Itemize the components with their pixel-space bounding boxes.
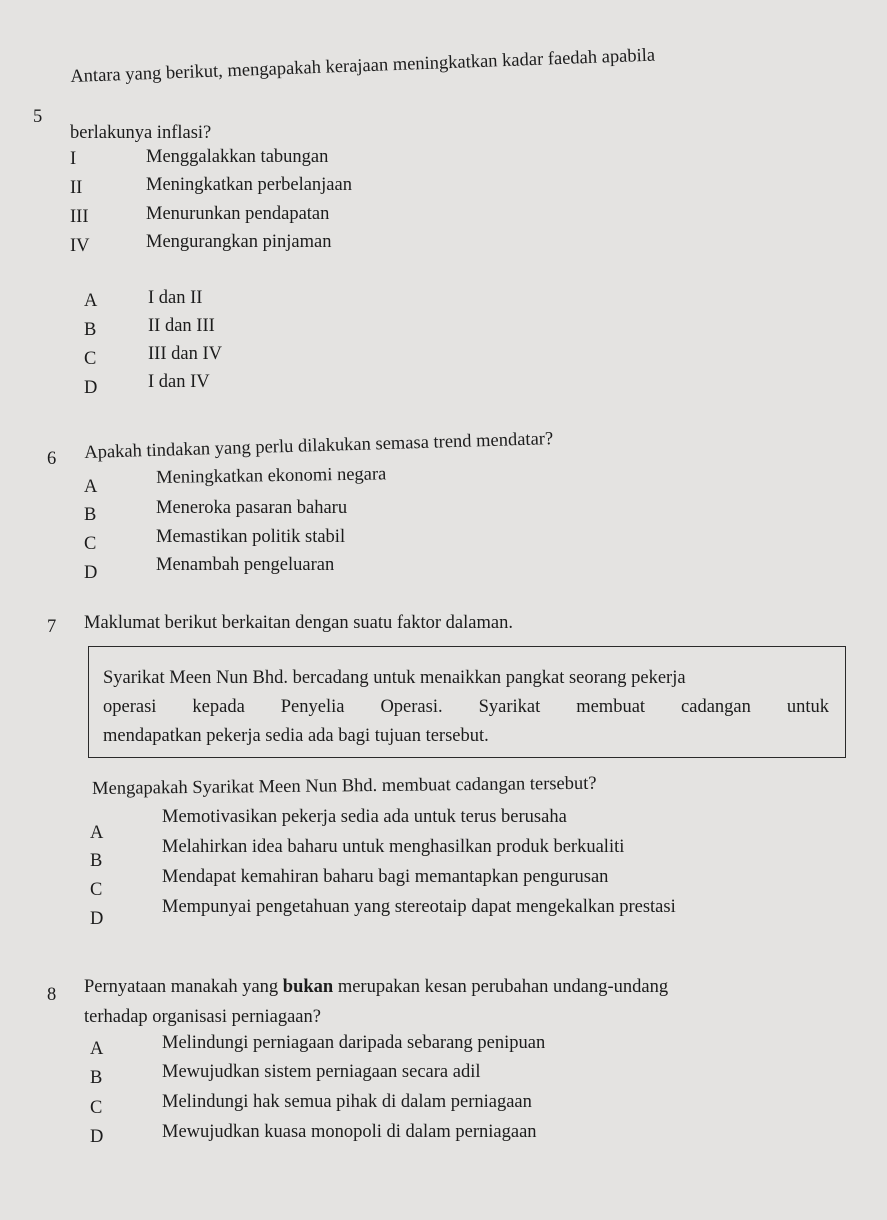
option-label[interactable]: B bbox=[84, 320, 97, 340]
option-text[interactable]: Meneroka pasaran baharu bbox=[156, 498, 348, 518]
question-stem-cont: terhadap organisasi perniagaan? bbox=[84, 1007, 321, 1027]
question-stem-pre: Pernyataan manakah yang bbox=[84, 977, 283, 997]
option-label[interactable]: A bbox=[90, 1039, 104, 1059]
option-label[interactable]: C bbox=[84, 534, 97, 554]
option-label[interactable]: B bbox=[90, 851, 103, 871]
info-box-line: Syarikat Meen Nun Bhd. bercadang untuk menaikkan pangkat seorang pekerja bbox=[103, 668, 686, 688]
option-label[interactable]: D bbox=[90, 1127, 104, 1147]
question-prompt: Mengapakah Syarikat Meen Nun Bhd. membuat cadangan tersebut? bbox=[92, 773, 597, 799]
option-label[interactable]: A bbox=[90, 823, 104, 843]
option-label[interactable]: A bbox=[84, 477, 98, 497]
option-label[interactable]: D bbox=[84, 378, 98, 398]
option-label[interactable]: B bbox=[84, 505, 97, 525]
option-text[interactable]: Melahirkan idea baharu untuk menghasilkan produk berkualiti bbox=[162, 837, 625, 857]
option-text[interactable]: Melindungi perniagaan daripada sebarang penipuan bbox=[162, 1033, 546, 1053]
option-text[interactable]: I dan II bbox=[148, 288, 203, 308]
question-stem-post: merupakan kesan perubahan undang-undang bbox=[333, 977, 669, 997]
question-stem: Antara yang berikut, mengapakah kerajaan meningkatkan kadar faedah apabila bbox=[70, 45, 656, 87]
option-text[interactable]: Mendapat kemahiran baharu bagi memantapkan pengurusan bbox=[162, 867, 609, 887]
info-box bbox=[88, 646, 846, 758]
option-text[interactable]: Memotivasikan pekerja sedia ada untuk terus berusaha bbox=[162, 807, 567, 827]
question-stem-emphasis: bukan bbox=[282, 977, 334, 997]
question-stem: Maklumat berikut berkaitan dengan suatu faktor dalaman. bbox=[84, 613, 513, 633]
option-label[interactable]: D bbox=[90, 909, 104, 929]
statement-label: IV bbox=[70, 236, 90, 256]
option-text[interactable]: Mewujudkan sistem perniagaan secara adil bbox=[162, 1062, 481, 1082]
option-text[interactable]: Meningkatkan ekonomi negara bbox=[156, 464, 387, 488]
statement-label: III bbox=[70, 207, 89, 227]
question-number: 5 bbox=[33, 107, 43, 127]
option-text[interactable]: Melindungi hak semua pihak di dalam perniagaan bbox=[162, 1092, 532, 1112]
statement-text: Menggalakkan tabungan bbox=[146, 147, 329, 167]
statement-text: Menurunkan pendapatan bbox=[146, 204, 330, 224]
question-number: 6 bbox=[47, 449, 57, 469]
question-stem-cont: berlakunya inflasi? bbox=[70, 123, 212, 143]
option-text[interactable]: Memastikan politik stabil bbox=[156, 527, 346, 547]
option-label[interactable]: B bbox=[90, 1068, 103, 1088]
option-text[interactable]: Mempunyai pengetahuan yang stereotaip dapat mengekalkan prestasi bbox=[162, 897, 676, 917]
info-box-line: mendapatkan pekerja sedia ada bagi tujuan tersebut. bbox=[103, 726, 489, 746]
statement-text: Mengurangkan pinjaman bbox=[146, 232, 332, 252]
option-text[interactable]: Menambah pengeluaran bbox=[156, 555, 335, 575]
statement-text: Meningkatkan perbelanjaan bbox=[146, 175, 352, 195]
option-text[interactable]: Mewujudkan kuasa monopoli di dalam perniagaan bbox=[162, 1122, 537, 1142]
option-label[interactable]: D bbox=[84, 563, 98, 583]
option-label[interactable]: C bbox=[90, 1098, 103, 1118]
question-stem: Apakah tindakan yang perlu dilakukan semasa trend mendatar? bbox=[84, 429, 554, 463]
question-stem bbox=[84, 976, 668, 998]
option-text[interactable]: III dan IV bbox=[148, 344, 222, 364]
option-label[interactable]: C bbox=[90, 880, 103, 900]
option-text[interactable]: II dan III bbox=[148, 316, 215, 336]
question-number: 7 bbox=[47, 617, 57, 637]
option-label[interactable]: C bbox=[84, 349, 97, 369]
info-box-line: operasi kepada Penyelia Operasi. Syarikat membuat cadangan untuk bbox=[103, 697, 829, 717]
statement-label: I bbox=[70, 149, 77, 169]
option-text[interactable]: I dan IV bbox=[148, 372, 210, 392]
option-label[interactable]: A bbox=[84, 291, 98, 311]
question-number: 8 bbox=[47, 985, 57, 1005]
statement-label: II bbox=[70, 178, 83, 198]
